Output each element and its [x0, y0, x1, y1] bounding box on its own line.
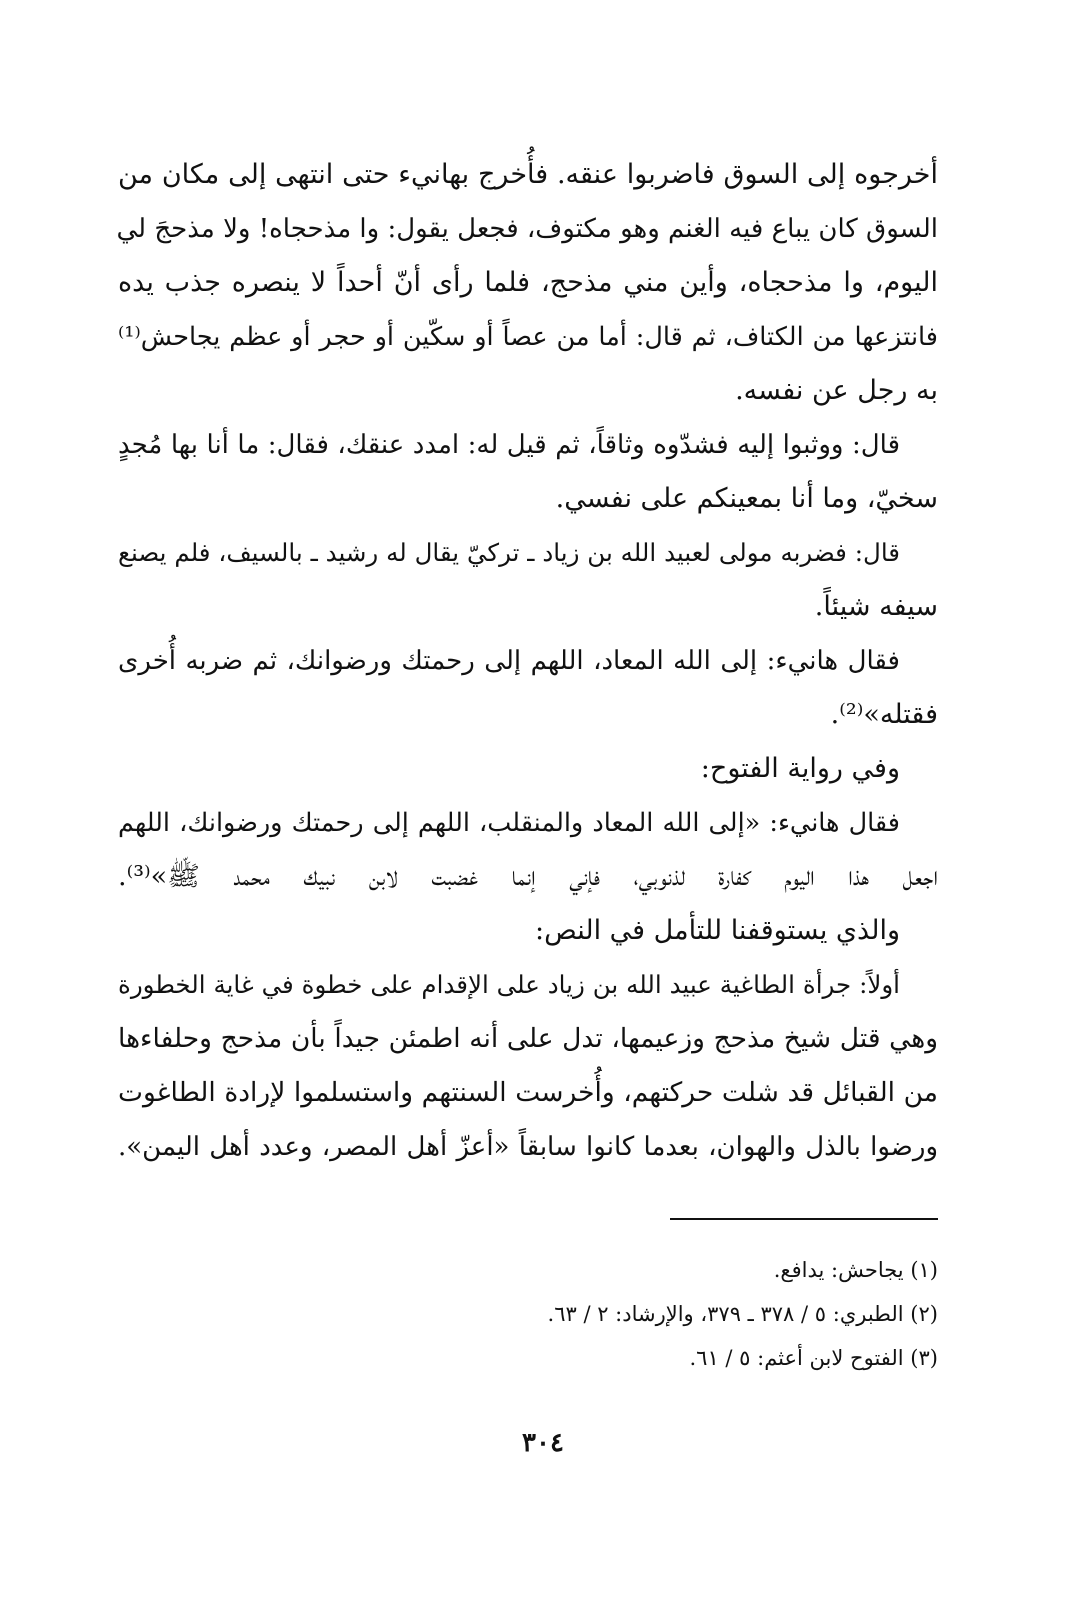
footnote-separator — [670, 1218, 938, 1220]
text-line: والذي يستوقفنا للتأمل في النص: — [535, 915, 900, 946]
text-line: فقتله»⁽²⁾. — [830, 699, 938, 730]
text-line: اجعل هذا اليوم كفارة لذنوبي، فإني إنما غضبت لابن نبيك محمد ﷺ»⁽³⁾. — [118, 861, 938, 892]
text-line: وفي رواية الفتوح: — [700, 753, 900, 784]
text-line: فقال هانيء: «إلى الله المعاد والمنقلب، اللهم إلى رحمتك ورضوانك، اللهم — [118, 808, 900, 838]
footnote: (١) يجاحش: يدافع. — [773, 1258, 938, 1282]
text-line: قال: فضربه مولى لعبيد الله بن زياد ـ تركيّ يقال له رشيد ـ بالسيف، فلم يصنع — [118, 538, 900, 567]
main-text — [118, 148, 938, 1174]
text-line: به رجل عن نفسه. — [735, 375, 938, 406]
text-line: قال: ووثبوا إليه فشدّوه وثاقاً، ثم قيل له: امدد عنقك، فقال: ما أنا بها مُجدٍ — [118, 430, 900, 460]
text-line: من القبائل قد شلت حركتهم، وأُخرست السنتهم واستسلموا لإرادة الطاغوت — [118, 1077, 938, 1108]
text-line: سخيّ، وما أنا بمعينكم على نفسي. — [555, 483, 938, 514]
text-line: سيفه شيئاً. — [814, 591, 938, 622]
text-line: ورضوا بالذل والهوان، بعدما كانوا سابقاً «أعزّ أهل المصر، وعدد أهل اليمن». — [118, 1132, 938, 1162]
footnote: (٢) الطبري: ٥ / ٣٧٨ ـ ٣٧٩، والإرشاد: ٢ / ٦٣. — [547, 1302, 938, 1326]
text-line: اليوم، وا مذحجاه، وأين مني مذحج، فلما رأى أنّ أحداً لا ينصره جذب يده — [118, 267, 938, 298]
text-line: أولاً: جرأة الطاغية عبيد الله بن زياد على الإقدام على خطوة في غاية الخطورة — [118, 970, 900, 999]
text-line: السوق كان يباع فيه الغنم وهو مكتوف، فجعل يقول: وا مذحجاه! ولا مذحجَ لي — [116, 214, 938, 244]
footnotes — [338, 1248, 938, 1380]
footnote: (٣) الفتوح لابن أعثم: ٥ / ٦١. — [689, 1346, 938, 1370]
text-line: فقال هانيء: إلى الله المعاد، اللهم إلى رحمتك ورضوانك، ثم ضربه أُخرى — [118, 646, 900, 676]
text-line: فانتزعها من الكتاف، ثم قال: أما من عصاً أو سكّين أو حجر أو عظم يجاحش⁽¹⁾ — [118, 322, 938, 352]
text-line: وهي قتل شيخ مذحج وزعيمها، تدل على أنه اطمئن جيداً بأن مذحج وحلفاءها — [118, 1023, 938, 1054]
page-number: ٣٠٤ — [522, 1428, 564, 1458]
text-line: أخرجوه إلى السوق فاضربوا عنقه. فأُخرج بهانيء حتى انتهى إلى مكان من — [118, 159, 938, 190]
